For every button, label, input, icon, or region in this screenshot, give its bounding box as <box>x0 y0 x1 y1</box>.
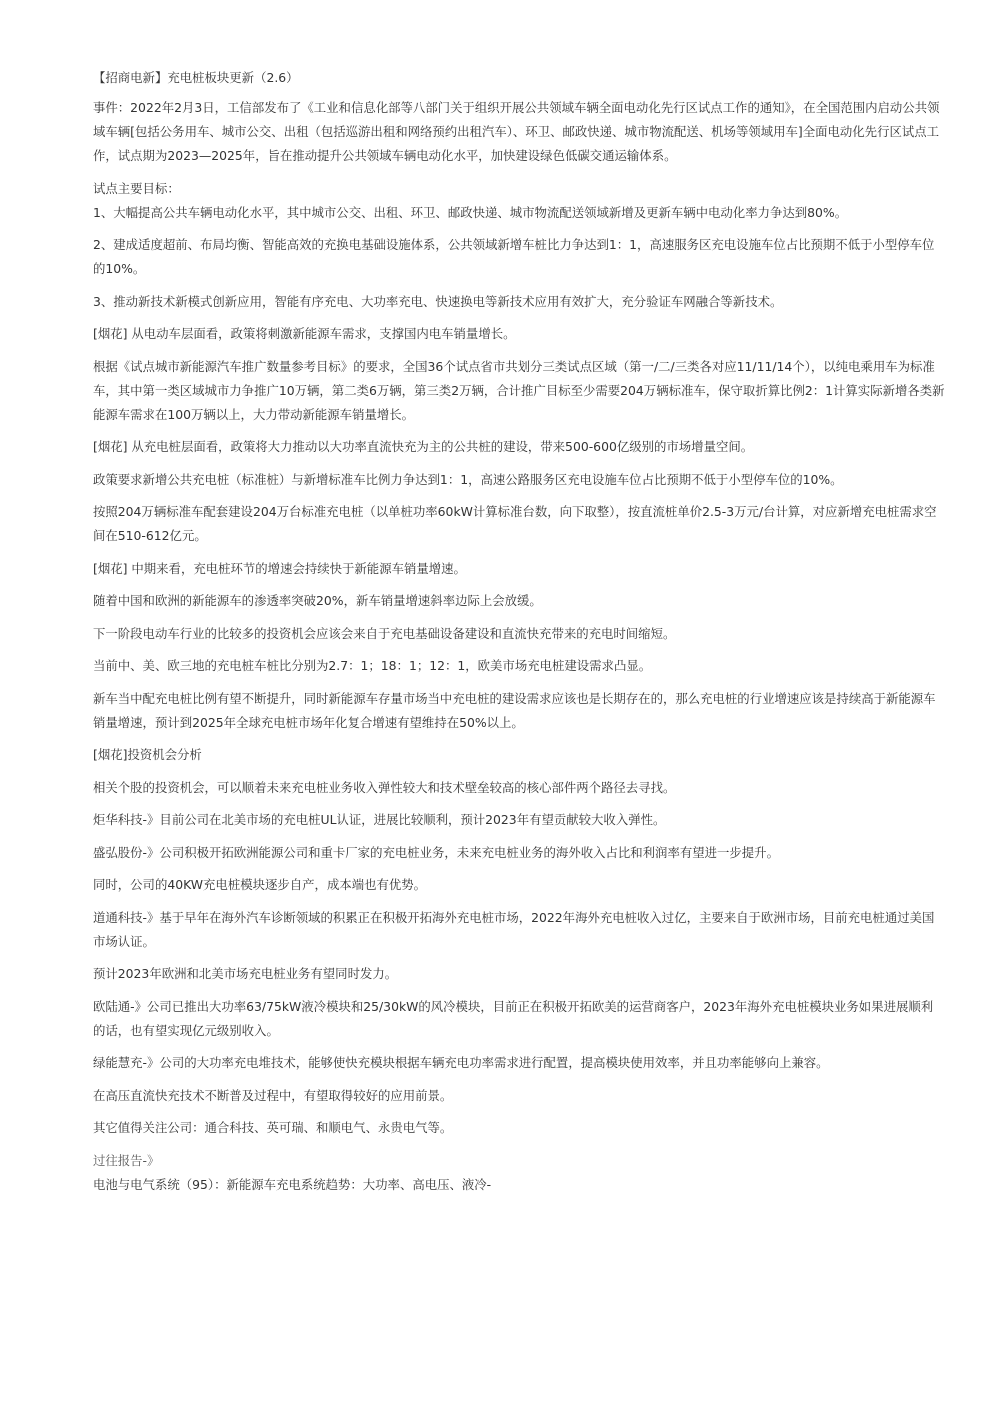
paragraph-mid-term: [烟花] 中期来看，充电桩环节的增速会持续快于新能源车销量增速。 <box>93 560 466 576</box>
paragraph-target-cities: 根据《试点城市新能源汽车推广数量参考目标》的要求，全国36个试点省市共划分三类试点区域（第一/二/三类各对应11/11/14个），以纯电乘用车为标准车，其中第一类区域城市力争推广10万辆，第二类6万辆，第三类2万辆，合计推广目标至少需要204万辆标准车，保守取折算比例2：1计算实际新增各类新能源车需求在100万辆以上，大力带动新能源车销量增长。 <box>93 358 945 422</box>
paragraph-goal-3: 3、推动新技术新模式创新应用，智能有序充电、大功率充电、快速换电等新技术应用有效扩大，充分验证车网融合等新技术。 <box>93 293 783 309</box>
paragraph-growth-forecast: 新车当中配充电桩比例有望不断提升，同时新能源车存量市场当中充电桩的建设需求应该也是长期存在的，那么充电桩的行业增速应该是持续高于新能源车销量增速，预计到2025年全球充电桩市场年化复合增速有望维持在50%以上。 <box>93 690 936 730</box>
paragraph-policy-ratio: 政策要求新增公共充电桩（标准桩）与新增标准车比例力争达到1：1，高速公路服务区充电设施车位占比预期不低于小型停车位的10%。 <box>93 471 843 487</box>
paragraph-daotong-forecast: 预计2023年欧洲和北美市场充电桩业务有望同时发力。 <box>93 966 398 981</box>
paragraph-past-reports: 过往报告-》 <box>93 1152 160 1168</box>
paragraph-goals-heading: 试点主要目标： <box>93 180 180 196</box>
paragraph-goal-1: 1、大幅提高公共车辆电动化水平，其中城市公交、出租、环卫、邮政快递、城市物流配送领域新增及更新车辆中电动化率力争达到80%。 <box>93 204 848 220</box>
document-title: 【招商电新】充电桩板块更新（2.6） <box>93 70 299 85</box>
paragraph-company-shenghong: 盛弘股份-》公司积极开拓欧洲能源公司和重卡厂家的充电桩业务，未来充电桩业务的海外收入占比和利润率有望进一步提升。 <box>93 844 779 860</box>
paragraph-ratio-regions: 当前中、美、欧三地的充电桩车桩比分别为2.7：1；18：1；12：1，欧美市场充电桩建设需求凸显。 <box>93 658 652 673</box>
paragraph-market-space: 按照204万辆标准车配套建设204万台标准充电桩（以单桩功率60kW计算标准台数，向下取整），按直流桩单价2.5-3万元/台计算，对应新增充电桩需求空间在510-612亿元。 <box>93 504 937 543</box>
paragraph-other-companies: 其它值得关注公司：通合科技、英可瑞、和顺电气、永贵电气等。 <box>93 1120 453 1135</box>
paragraph-shenghong-module: 同时，公司的40KW充电桩模块逐步自产，成本端也有优势。 <box>93 877 427 892</box>
paragraph-company-oulutong: 欧陆通-》公司已推出大功率63/75kW液冷模块和25/30kW的风冷模块，目前正在积极开拓欧美的运营商客户，2023年海外充电桩模块业务如果进展顺利的话，也有望实现亿元级别收入。 <box>93 998 934 1038</box>
paragraph-report-link: 电池与电气系统（95）：新能源车充电系统趋势：大功率、高电压、液冷- <box>93 1176 492 1192</box>
paragraph-company-lvneng: 绿能慧充-》公司的大功率充电堆技术，能够使快充模块根据车辆充电功率需求进行配置，提高模块使用效率，并且功率能够向上兼容。 <box>93 1055 829 1070</box>
paragraph-charger-level: [烟花] 从充电桩层面看，政策将大力推动以大功率直流快充为主的公共桩的建设，带来500-600亿级别的市场增量空间。 <box>93 439 754 454</box>
paragraph-event: 事件：2022年2月3日，工信部发布了《工业和信息化部等八部门关于组织开展公共领域车辆全面电动化先行区试点工作的通知》，在全国范围内启动公共领域车辆[包括公务用车、城市公交、出租（包括巡游出租和网络预约出租汽车）、环卫、邮政快递、城市物流配送、机场等领域用车]全面电动化先行区试点工作，试点期为2023—2025年，旨在推动提升公共领域车辆电动化水平，加快建设绿色低碳交通运输体系。 <box>93 100 940 163</box>
document-body <box>93 66 945 1205</box>
paragraph-company-daotong: 道通科技-》基于早年在海外汽车诊断领域的积累正在积极开拓海外充电桩市场，2022年海外充电桩收入过亿，主要来自于欧洲市场，目前充电桩通过美国市场认证。 <box>93 909 935 949</box>
paragraph-lvneng-prospect: 在高压直流快充技术不断普及过程中，有望取得较好的应用前景。 <box>93 1087 453 1103</box>
paragraph-goal-2: 2、建成适度超前、布局均衡、智能高效的充换电基础设施体系，公共领域新增车桩比力争达到1：1，高速服务区充电设施车位占比预期不低于小型停车位的10%。 <box>93 237 935 276</box>
paragraph-investment-paths: 相关个股的投资机会，可以顺着未来充电桩业务收入弹性较大和技术壁垒较高的核心部件两个路径去寻找。 <box>93 779 676 795</box>
paragraph-company-juhua: 炬华科技-》目前公司在北美市场的充电桩UL认证，进展比较顺利，预计2023年有望贡献较大收入弹性。 <box>93 812 666 827</box>
paragraph-next-stage: 下一阶段电动车行业的比较多的投资机会应该会来自于充电基础设备建设和直流快充带来的充电时间缩短。 <box>93 625 676 641</box>
paragraph-penetration: 随着中国和欧洲的新能源车的渗透率突破20%，新车销量增速斜率边际上会放缓。 <box>93 593 542 608</box>
paragraph-investment-heading: [烟花]投资机会分析 <box>93 747 202 762</box>
paragraph-ev-level: [烟花] 从电动车层面看，政策将刺激新能源车需求，支撑国内电车销量增长。 <box>93 326 516 341</box>
